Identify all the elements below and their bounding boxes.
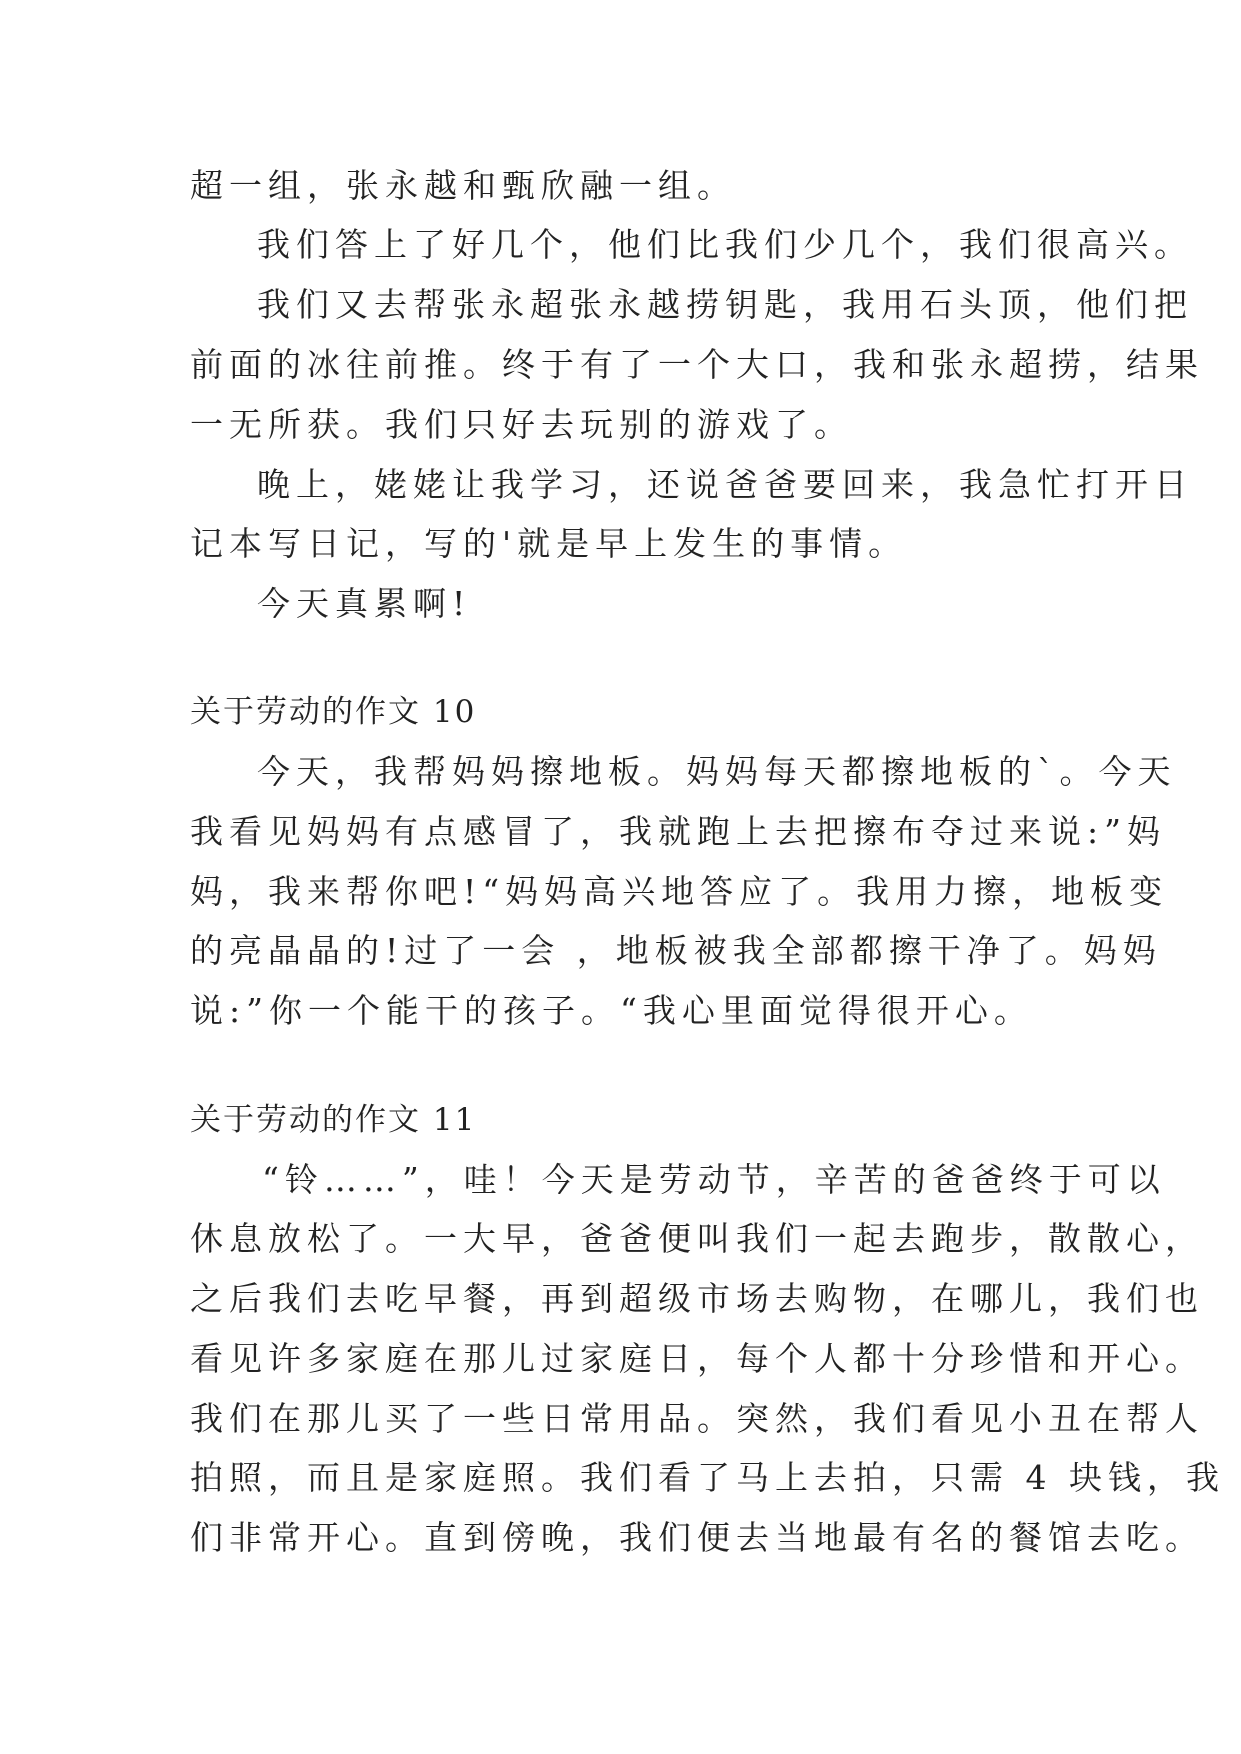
paragraph-line: “铃……”，哇！今天是劳动节，辛苦的爸爸终于可以 (262, 1160, 1166, 1199)
paragraph-line: 休息放松了。一大早，爸爸便叫我们一起去跑步，散散心， (190, 1219, 1204, 1258)
paragraph-line: 今天真累啊! (257, 584, 472, 623)
section-heading: 关于劳动的作文 10 (190, 694, 477, 730)
paragraph-line: 之后我们去吃早餐，再到超级市场去购物，在哪儿，我们也 (190, 1279, 1204, 1318)
paragraph-line: 超一组，张永越和甄欣融一组。 (190, 166, 736, 205)
paragraph-line: 我看见妈妈有点感冒了，我就跑上去把擦布夺过来说:”妈 (190, 812, 1166, 851)
paragraph-line: 们非常开心。直到傍晚，我们便去当地最有名的餐馆去吃。 (190, 1518, 1204, 1557)
paragraph-line: 前面的冰往前推。终于有了一个大口，我和张永超捞，结果 (190, 345, 1204, 384)
paragraph-line: 晚上，姥姥让我学习，还说爸爸要回来，我急忙打开日 (257, 465, 1193, 504)
paragraph-line: 记本写日记，写的'就是早上发生的事情。 (190, 524, 908, 563)
paragraph-line: 的亮晶晶的!过了一会 ，地板被我全部都擦干净了。妈妈 (190, 931, 1162, 970)
paragraph-line: 我们在那儿买了一些日常用品。突然，我们看见小丑在帮人 (190, 1399, 1204, 1438)
paragraph-line: 妈，我来帮你吧!“妈妈高兴地答应了。我用力擦，地板变 (190, 872, 1169, 911)
paragraph-line: 今天，我帮妈妈擦地板。妈妈每天都擦地板的`。今天 (257, 752, 1177, 791)
paragraph-line: 说:”你一个能干的孩子。“我心里面觉得很开心。 (190, 991, 1033, 1030)
paragraph-line: 拍照，而且是家庭照。我们看了马上去拍，只需 4 块钱，我 (190, 1458, 1225, 1497)
paragraph-line: 一无所获。我们只好去玩别的游戏了。 (190, 405, 853, 444)
paragraph-line: 看见许多家庭在那儿过家庭日，每个人都十分珍惜和开心。 (190, 1339, 1204, 1378)
paragraph-line: 我们答上了好几个，他们比我们少几个，我们很高兴。 (257, 225, 1193, 264)
paragraph-line: 我们又去帮张永超张永越捞钥匙，我用石头顶，他们把 (257, 285, 1193, 324)
section-heading: 关于劳动的作文 11 (190, 1102, 477, 1138)
